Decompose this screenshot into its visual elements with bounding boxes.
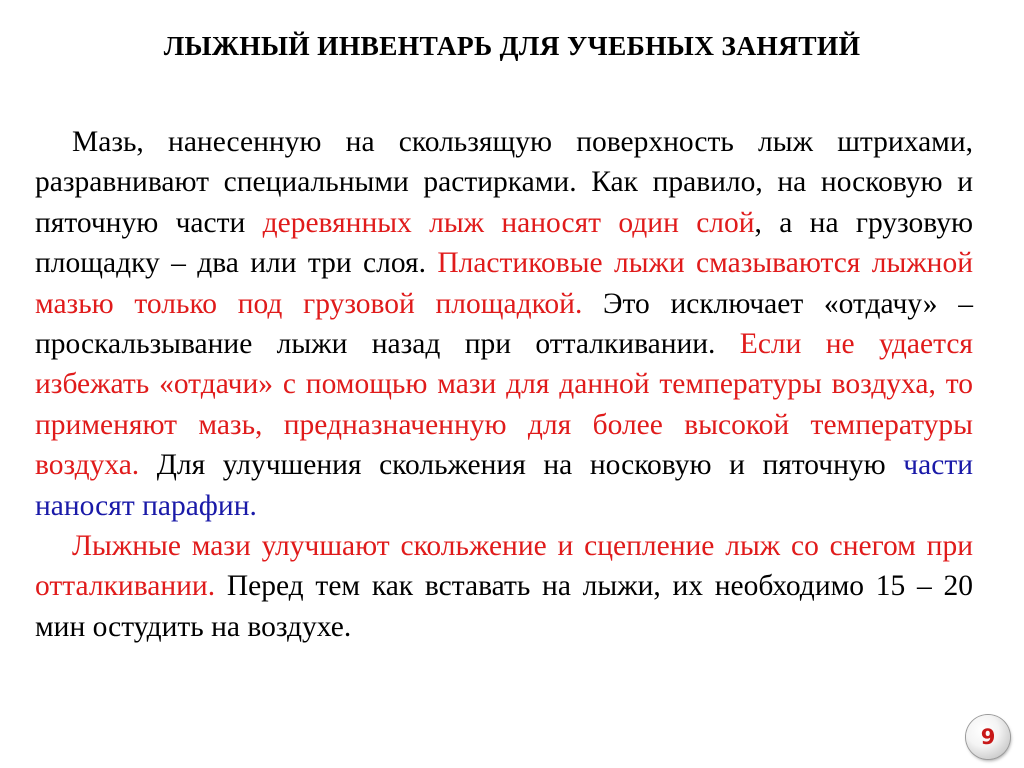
paragraph-ski-wax-benefits bbox=[35, 526, 973, 647]
highlight-plastic-skis: Пластиковые лыжи смазываются лыжной мазью только под грузовой площадкой. bbox=[35, 247, 973, 320]
paragraph-ski-wax-application bbox=[35, 122, 973, 526]
highlight-wax-benefits: Лыжные мази улучшают скольжение и сцепление лыж со снегом при отталкивании. bbox=[35, 530, 973, 603]
highlight-paraffin: части наносят парафин. bbox=[35, 449, 973, 522]
slide-title: ЛЫЖНЫЙ ИНВЕНТАРЬ ДЛЯ УЧЕБНЫХ ЗАНЯТИЙ bbox=[163, 30, 861, 61]
text-segment: Перед тем как вставать на лыжи, их необходимо 15 – 20 мин остудить на воздухе. bbox=[35, 570, 973, 643]
text-segment: Для улучшения скольжения на носковую и пяточную bbox=[139, 449, 904, 482]
text-segment: Это исключает «отдачу» – проскальзывание лыжи назад при отталкивании. bbox=[35, 287, 973, 361]
page-number: 9 bbox=[980, 725, 996, 749]
slide-body bbox=[35, 122, 973, 647]
highlight-wooden-skis: деревянных лыж наносят один слой bbox=[262, 206, 755, 239]
highlight-warmer-wax: Если не удается избежать «отдачи» с помощью мази для данной температуры воздуха, то применяют мазь, предназначенную для более высокой температуры воздуха. bbox=[35, 328, 973, 482]
text-segment: , а на грузовую площадку – два или три слоя. bbox=[35, 206, 973, 280]
text-segment: Мазь, нанесенную на скользящую поверхность лыж штрихами, разравнивают специальными растирками. Как правило, на носковую и пяточную части bbox=[35, 126, 973, 239]
page-number-badge bbox=[966, 715, 1010, 759]
